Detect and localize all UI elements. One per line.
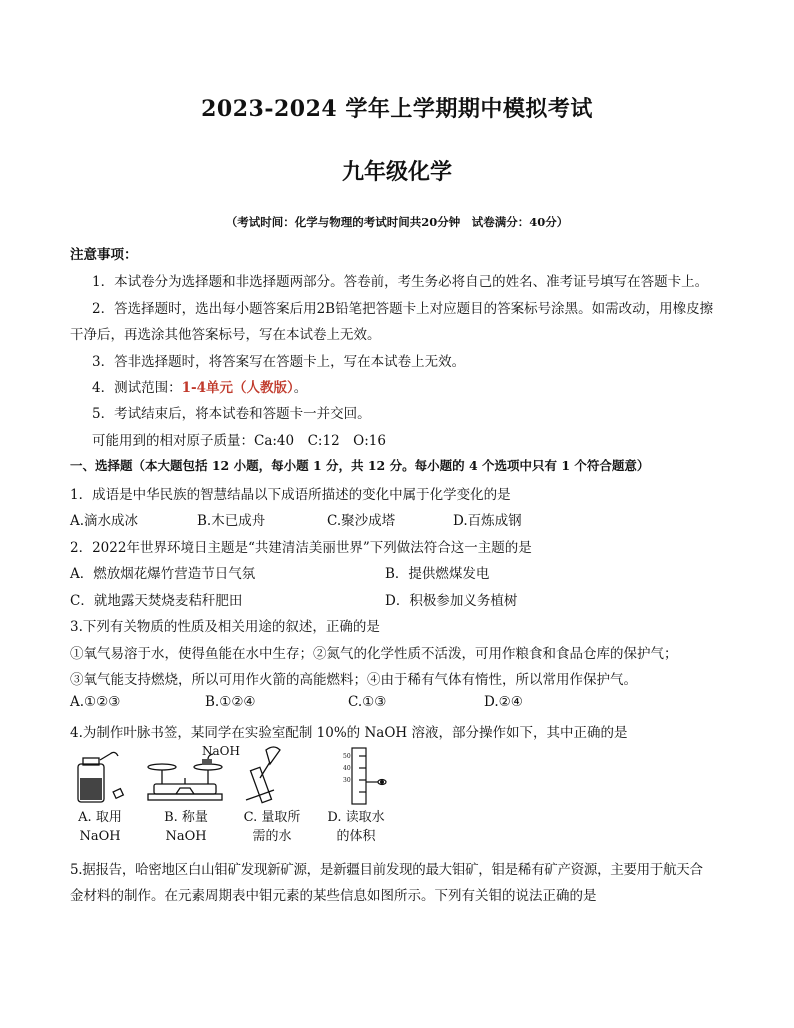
q5-stem-1: 5.据报告，哈密地区白山钼矿发现新矿源，是新疆目前发现的最大钼矿，钼是稀有矿产资源，主要用于航天合 <box>70 862 703 878</box>
q4-caption-c: C. 量取所 需的水 <box>243 810 301 844</box>
q3-option-c: C.①③ <box>348 694 387 710</box>
scale-mark-30: 30 <box>343 777 351 784</box>
section-1-heading: 一、选择题（本大题包括 12 小题，每小题 1 分，共 12 分。每小题的 4 个选项中只有 1 个符合题意） <box>70 458 650 473</box>
q4-caption-d: D. 读取水 的体积 <box>327 810 385 844</box>
test-range: 1-4单元（人教版） <box>181 380 294 396</box>
q4-caption-b: B. 称量 NaOH <box>164 810 208 844</box>
q3-option-b: B.①②④ <box>205 694 256 710</box>
note-4-prefix: 4．测试范围： <box>92 380 182 396</box>
note-4-suffix: 。 <box>293 380 308 396</box>
eye-reading-scale-icon <box>343 748 386 804</box>
naoh-label: NaOH <box>202 744 240 758</box>
graduated-cylinder-pour-icon <box>246 747 280 803</box>
exam-info: （考试时间：化学与物理的考试时间共20分钟 试卷满分：40分） <box>225 215 569 229</box>
q2-option-d: D．积极参加义务植树 <box>385 593 518 609</box>
q4-stem: 4.为制作叶脉书签，某同学在实验室配制 10%的 NaOH 溶液，部分操作如下，其中正确的是 <box>70 725 628 741</box>
notes-heading: 注意事项： <box>70 247 138 263</box>
q3-statements-2: ③氧气能支持燃烧，所以可用作火箭的高能燃料；④由于稀有气体有惰性，所以常用作保护气。 <box>70 672 637 688</box>
note-2a: 2．答选择题时，选出每小题答案后用2B铅笔把答题卡上对应题目的答案标号涂黑。如需改动，用橡皮擦 <box>92 301 714 317</box>
q3-stem: 3.下列有关物质的性质及相关用途的叙述，正确的是 <box>70 619 380 635</box>
q5-stem-2: 金材料的制作。在元素周期表中钼元素的某些信息如图所示。下列有关钼的说法正确的是 <box>70 888 597 904</box>
q4-figure-drawing <box>70 742 400 812</box>
note-5: 5．考试结束后，将本试卷和答题卡一并交回。 <box>92 406 371 422</box>
scale-mark-40: 40 <box>343 765 351 772</box>
balance-scale-icon <box>148 744 240 800</box>
q3-option-d: D.②④ <box>484 694 523 710</box>
scale-mark-50: 50 <box>343 753 351 760</box>
exam-title: 2023-2024 学年上学期期中模拟考试 <box>201 96 593 122</box>
q1-option-d: D.百炼成钢 <box>453 513 522 529</box>
note-2b: 干净后，再选涂其他答案标号，写在本试卷上无效。 <box>70 327 381 343</box>
exam-subject: 九年级化学 <box>341 159 452 185</box>
reagent-bottle-icon <box>78 752 123 802</box>
q2-option-a: A．燃放烟花爆竹营造节日气氛 <box>70 566 256 582</box>
q1-option-c: C.聚沙成塔 <box>327 513 396 529</box>
q1-option-a: A.滴水成冰 <box>70 513 139 529</box>
q1-stem: 1．成语是中华民族的智慧结晶以下成语所描述的变化中属于化学变化的是 <box>70 487 511 503</box>
note-1: 1．本试卷分为选择题和非选择题两部分。答卷前，考生务必将自己的姓名、准考证号填写在答题卡上。 <box>92 274 709 290</box>
q2-stem: 2．2022年世界环境日主题是“共建清洁美丽世界”下列做法符合这一主题的是 <box>70 540 532 556</box>
q4-caption-a: A. 取用 NaOH <box>78 810 122 844</box>
q3-option-a: A.①②③ <box>70 694 121 710</box>
q2-option-b: B．提供燃煤发电 <box>385 566 490 582</box>
q4-experiment-figure <box>70 742 400 852</box>
atomic-masses: 可能用到的相对原子质量：Ca:40 C:12 O:16 <box>92 433 386 449</box>
q2-option-c: C．就地露天焚烧麦秸秆肥田 <box>70 593 243 609</box>
q1-option-b: B.木已成舟 <box>197 513 266 529</box>
note-4 <box>92 376 307 396</box>
q3-statements-1: ①氧气易溶于水，使得鱼能在水中生存；②氮气的化学性质不活泼，可用作粮食和食品仓库的保护气； <box>70 646 678 662</box>
note-3: 3．答非选择题时，将答案写在答题卡上，写在本试卷上无效。 <box>92 354 466 370</box>
